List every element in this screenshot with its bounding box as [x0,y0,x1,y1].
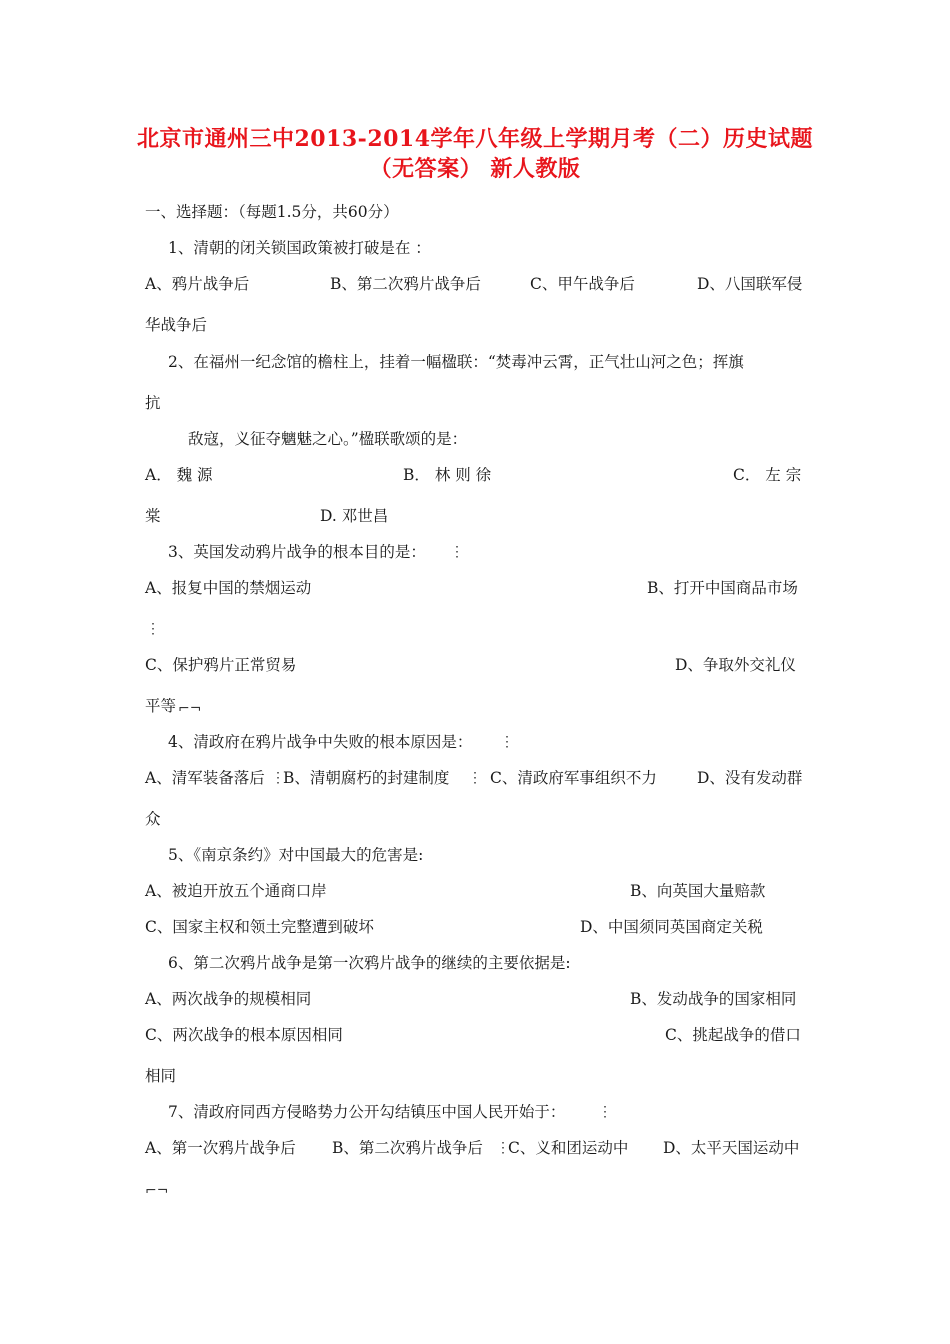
question-6-option-b: B、发动战争的国家相同 [630,990,797,1008]
question-4-option-c: C、清政府军事组织不力 [490,769,657,787]
question-3-option-d-cont: 平等 [145,697,177,715]
question-2-option-c-cont: 棠 [145,507,161,525]
question-5-option-c: C、国家主权和领土完整遭到破坏 [145,918,374,936]
question-2-option-c: C． 左 宗 [733,466,802,484]
question-4-stem: 4、清政府在鸦片战争中失败的根本原因是： [168,733,473,751]
paragraph-mark: ⋮ [450,544,464,560]
question-7-stem: 7、清政府同西方侵略势力公开勾结镇压中国人民开始于： [168,1103,566,1121]
question-6-option-d-cont: 相同 [145,1067,177,1085]
question-7-option-b: B、第二次鸦片战争后 [332,1139,483,1157]
question-5-stem: 5、《南京条约》对中国最大的危害是: [168,846,424,864]
paragraph-mark: ⌐¬ [178,701,202,717]
paragraph-mark: ⋮ [598,1104,612,1120]
question-3-stem: 3、英国发动鸦片战争的根本目的是： [168,543,426,561]
question-7-option-c: C、义和团运动中 [508,1139,629,1157]
question-1-stem: 1、清朝的闭关锁国政策被打破是在 ： [168,239,431,257]
question-1-option-b: B、第二次鸦片战争后 [330,275,481,293]
question-5-option-a: A、被迫开放五个通商口岸 [145,882,327,900]
question-3-option-b: B、打开中国商品市场 [647,579,798,597]
question-4-option-d: D、没有发动群 [697,769,803,787]
question-2-option-a: A． 魏 源 [145,466,213,484]
question-2-stem-cont-1: 抗 [145,394,161,412]
section-heading: 一、选择题：（每题1.5分，共60分） [145,203,399,221]
question-3-option-c: C、保护鸦片正常贸易 [145,656,297,674]
question-5-option-b: B、向英国大量赔款 [630,882,766,900]
question-4-option-a: A、清军装备落后 [145,769,265,787]
question-1-option-a: A、鸦片战争后 [145,275,250,293]
question-1-option-c: C、甲午战争后 [530,275,635,293]
question-3-option-a: A、报复中国的禁烟运动 [145,579,312,597]
question-7-option-d: D、太平天国运动中 [663,1139,800,1157]
question-2-stem: 2、在福州一纪念馆的檐柱上，挂着一幅楹联：“焚毒冲云霄，正气壮山河之色；挥旗 [168,353,744,371]
title-line-1: 北京市通州三中2013-2014学年八年级上学期月考（二）历史试题 [136,126,814,152]
question-2-stem-cont-2: 敌寇，义征夺魑魅之心。”楹联歌颂的是： [188,430,468,448]
paragraph-mark: ⋮ [500,734,514,750]
question-7-option-a: A、第一次鸦片战争后 [145,1139,296,1157]
question-2-option-d: D. 邓世昌 [320,507,389,525]
question-5-option-d: D、中国须同英国商定关税 [580,918,763,936]
paragraph-mark: ⋮ [146,621,160,637]
question-1-option-d: D、八国联军侵 [697,275,803,293]
question-3-option-d: D、争取外交礼仪 [675,656,796,674]
paragraph-mark: ⋮ [496,1140,510,1156]
question-4-option-b: B、清朝腐朽的封建制度 [283,769,450,787]
paragraph-mark: ⌐¬ [145,1183,169,1199]
question-6-option-c: C、两次战争的根本原因相同 [145,1026,343,1044]
question-6-stem: 6、第二次鸦片战争是第一次鸦片战争的继续的主要依据是: [168,954,571,972]
question-6-option-d: C、挑起战争的借口 [665,1026,801,1044]
paragraph-mark: ⋮ [468,770,482,786]
title-line-2: （无答案） 新人教版 [369,156,581,182]
question-4-option-d-cont: 众 [145,810,161,828]
question-6-option-a: A、两次战争的规模相同 [145,990,312,1008]
question-1-option-d-cont: 华战争后 [145,316,208,334]
question-2-option-b: B． 林 则 徐 [403,466,492,484]
paragraph-mark: ⋮ [271,770,285,786]
